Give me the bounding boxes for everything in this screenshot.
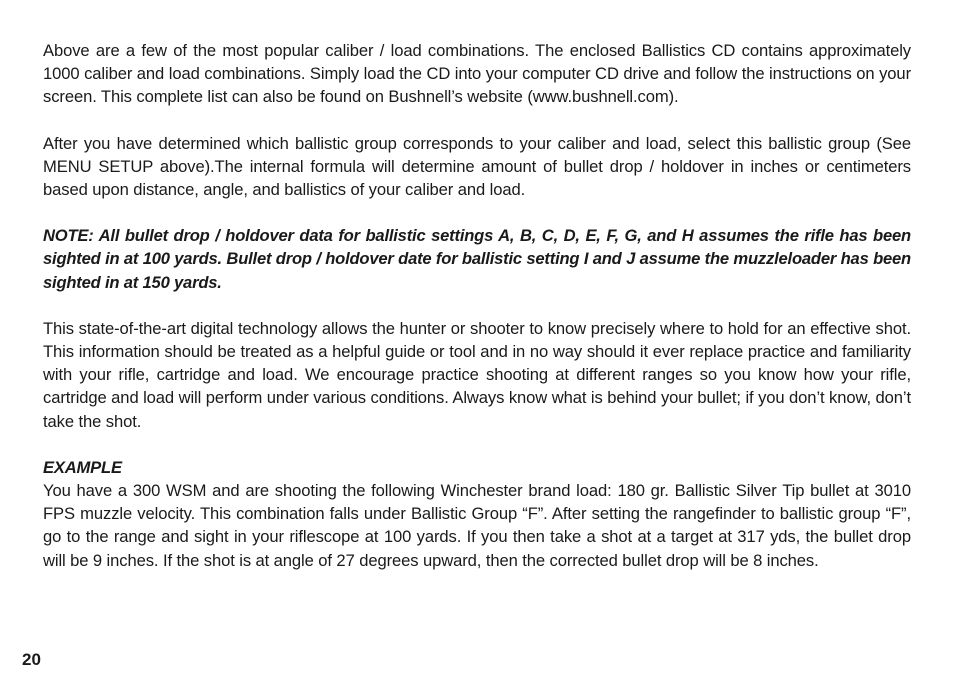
example-section	[43, 456, 911, 572]
manual-page-content	[43, 39, 911, 572]
intro-paragraph: Above are a few of the most popular caliber / load combinations. The enclosed Ballistics CD contains approximately 1000 caliber and load combinations. Simply load the CD into your computer CD drive and follow the instructions on your screen. This complete list can also be found on Bushnell’s website (www.bushnell.com).	[43, 41, 911, 107]
ballistic-group-paragraph: After you have determined which ballistic group corresponds to your caliber and load, select this ballistic group (See MENU SETUP above).The internal formula will determine amount of bullet drop / holdover in inches or centimeters based upon distance, angle, and ballistics of your caliber and load.	[43, 133, 911, 200]
note-paragraph: NOTE: All bullet drop / holdover data for ballistic settings A, B, C, D, E, F, G, and H assumes the rifle has been sighted in at 100 yards. Bullet drop / holdover date for ballistic setting I and J assume the muzzleloader has been sighted in at 150 yards.	[43, 226, 911, 292]
example-heading: EXAMPLE	[43, 457, 122, 477]
page-number: 20	[22, 650, 41, 669]
example-paragraph: You have a 300 WSM and are shooting the following Winchester brand load: 180 gr. Ballistic Silver Tip bullet at 3010 FPS muzzle velocity. This combination falls under Ballistic Group “F”. After setting the rangefinder to ballistic group “F”, go to the range and sight in your riflescope at 100 yards. If you then take a shot at a target at 317 yds, the bullet drop will be 9 inches. If the shot is at angle of 27 degrees upward, then the corrected bullet drop will be 8 inches.	[43, 481, 911, 570]
technology-paragraph: This state-of-the-art digital technology allows the hunter or shooter to know precisely where to hold for an effective shot. This information should be treated as a helpful guide or tool and in no way should it ever replace practice and familiarity with your rifle, cartridge and load. We encourage practice shooting at different ranges so you know how your rifle, cartridge and load will perform under various conditions. Always know what is behind your bullet; if you don’t know, don’t take the shot.	[43, 318, 911, 431]
